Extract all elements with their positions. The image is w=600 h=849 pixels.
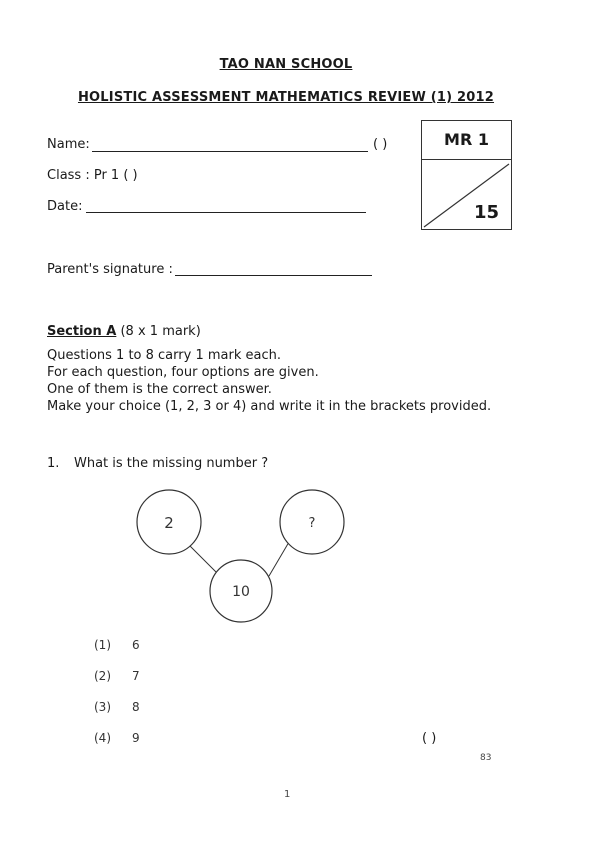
- option-3-value: 8: [132, 700, 140, 714]
- index-brackets: ( ): [373, 137, 388, 152]
- option-1[interactable]: [94, 638, 140, 652]
- parent-signature-label: Parent's signature :: [47, 262, 173, 277]
- option-2-value: 7: [132, 669, 140, 683]
- option-3-label: (3): [94, 700, 111, 714]
- option-1-value: 6: [132, 638, 140, 652]
- mark-box: [421, 120, 512, 230]
- option-2[interactable]: [94, 669, 140, 683]
- option-4-value: 9: [132, 731, 140, 745]
- whole-value: 10: [232, 584, 250, 600]
- date-line[interactable]: [86, 212, 366, 213]
- part-right-value: ?: [308, 516, 316, 531]
- instruction-3: One of them is the correct answer.: [47, 382, 272, 397]
- name-line[interactable]: [92, 151, 368, 152]
- question-1-number: 1.: [47, 456, 60, 471]
- page-number: 1: [284, 789, 291, 800]
- page-mark: 83: [480, 753, 492, 763]
- option-2-label: (2): [94, 669, 111, 683]
- class-label: Class : Pr 1 ( ): [47, 168, 138, 183]
- section-a-heading-row: [47, 324, 201, 339]
- option-3[interactable]: [94, 700, 140, 714]
- option-4[interactable]: [94, 731, 140, 745]
- score-value: 15: [473, 202, 499, 223]
- number-bond-diagram: [120, 480, 360, 630]
- parent-signature-line[interactable]: [175, 275, 372, 276]
- part-left-value: 2: [164, 514, 174, 532]
- name-label: Name:: [47, 137, 90, 152]
- option-1-label: (1): [94, 638, 111, 652]
- question-1-text: What is the missing number ?: [74, 456, 269, 471]
- instruction-2: For each question, four options are given.: [47, 365, 319, 380]
- date-label: Date:: [47, 199, 83, 214]
- instruction-1: Questions 1 to 8 carry 1 mark each.: [47, 348, 281, 363]
- paper-title: HOLISTIC ASSESSMENT MATHEMATICS REVIEW (1) 2012: [77, 90, 495, 105]
- instruction-4: Make your choice (1, 2, 3 or 4) and write it in the brackets provided.: [47, 399, 492, 414]
- mark-box-header: [422, 121, 511, 160]
- section-a-marks-note: (8 x 1 mark): [120, 324, 201, 339]
- mark-code: MR 1: [444, 130, 489, 149]
- option-4-label: (4): [94, 731, 111, 745]
- school-name: TAO NAN SCHOOL: [219, 57, 353, 72]
- answer-brackets[interactable]: ( ): [422, 731, 437, 746]
- section-a-heading: Section A: [47, 324, 117, 339]
